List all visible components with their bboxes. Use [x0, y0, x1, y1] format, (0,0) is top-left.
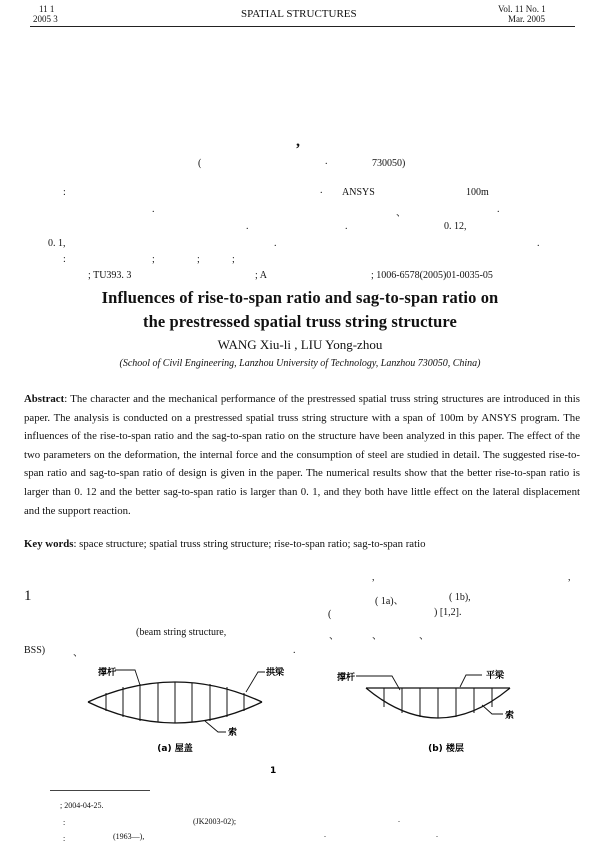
- cn-affil-open: (: [198, 158, 202, 169]
- cn-affil-dot: .: [325, 156, 328, 167]
- fig-a-cable-label: 索: [228, 728, 238, 738]
- footnote-bio-dot: .: [324, 830, 326, 839]
- footnote-fund-colon: :: [63, 818, 66, 827]
- header-date-en: Mar. 2005: [508, 14, 545, 24]
- s1-fig1a: ( 1a)、: [375, 596, 404, 607]
- header-journal: SPATIAL STRUCTURES: [241, 8, 357, 20]
- s1-comma-c: 、: [419, 631, 429, 642]
- cn-kw-semi2: ;: [197, 254, 200, 265]
- s1-bss-dot: .: [293, 645, 296, 656]
- keywords-text: : space structure; spatial truss string structure; rise-to-span ratio; sag-to-span ratio: [73, 538, 426, 550]
- cn-ansys: ANSYS: [342, 187, 375, 198]
- fig-b-beam-label: 平梁: [486, 671, 505, 681]
- s1-comma-a: 、: [329, 631, 339, 642]
- header-volume-cn: 11 1: [39, 4, 55, 14]
- s1-comma-2: ,: [568, 572, 571, 583]
- cn-l3-dot1: .: [246, 221, 249, 232]
- fig-b-strut-label: 撑杆: [337, 673, 356, 683]
- s1-bss-close: BSS): [24, 645, 46, 656]
- fig-b-cable-label: 索: [505, 711, 515, 721]
- s1-bss-comma: 、: [73, 648, 83, 659]
- cn-l2-dot1: .: [152, 204, 155, 215]
- affiliation: (School of Civil Engineering, Lanzhou University of Technology, Lanzhou 730050, China): [119, 358, 481, 369]
- s1-citation: ) [1,2].: [434, 607, 462, 618]
- cn-kw-semi1: ;: [152, 254, 155, 265]
- cn-span: 100m: [466, 187, 489, 198]
- cn-article-no: ; 1006-6578(2005)01-0035-05: [371, 270, 493, 281]
- s1-comma-1: ,: [372, 572, 375, 583]
- cn-doc-code: ; A: [255, 270, 267, 281]
- title-line-2: the prestressed spatial truss string structure: [143, 312, 457, 331]
- figure-number: 1: [270, 766, 277, 776]
- cn-kw-semi3: ;: [232, 254, 235, 265]
- footnote-fund-dot: .: [398, 815, 400, 824]
- footnote-received: ; 2004-04-25.: [60, 801, 104, 810]
- fig-a-caption: (a) 屋盖: [157, 744, 193, 754]
- figure-1b-diagram: [356, 675, 510, 718]
- figure-1a-diagram: [88, 670, 265, 732]
- cn-l4-dot-end: .: [537, 238, 540, 249]
- title-line-1: Influences of rise-to-span ratio and sag-to-span ratio on: [101, 288, 499, 307]
- footnote-rule: [50, 790, 150, 791]
- s1-paren-open: (: [328, 609, 332, 620]
- footnote-bio-years: (1963—),: [113, 832, 145, 841]
- s1-bss-open: (beam string structure,: [136, 627, 227, 638]
- cn-authors-separator: ,: [296, 133, 300, 150]
- cn-l2-dot2: .: [497, 204, 500, 215]
- cn-val-01: 0. 1,: [48, 238, 66, 249]
- footnote-bio-colon: :: [63, 834, 66, 843]
- header-year-cn: 2005 3: [33, 14, 58, 24]
- header-volume-en: Vol. 11 No. 1: [498, 4, 546, 14]
- footnote-bio-dot-2: .: [436, 830, 438, 839]
- cn-val-012: 0. 12,: [444, 221, 467, 232]
- cn-l4-dot: .: [274, 238, 277, 249]
- section-number: 1: [24, 588, 32, 604]
- struts-b: [384, 688, 492, 718]
- cn-l2-comma: 、: [396, 208, 406, 219]
- cn-affil-zip: 730050): [372, 158, 406, 169]
- abstract-text: : The character and the mechanical performance of the prestressed spatial truss string structures are introduced in this paper. The analysis is conducted on a prestressed spatial truss string structure with a span of 100m by ANSYS program. The influences of the rise-to-span ratio and the sag-to-span ratio on the structure have been analyzed in this paper. The effect of the two parameters on the deformation, the internal force and the consumption of steel are studied in detail. The suggested rise-to-span ratio and sag-to-span ratio of design is given in the paper. The numerical results show that the better rise-to-span ratio is larger than 0. 12 and the better sag-to-span ratio is larger than 0. 1, and they both have little effect on the lateral displacement and the support reaction.: [24, 393, 580, 517]
- abstract-label: Abstract: [24, 393, 65, 405]
- cn-kw-colon: :: [63, 254, 66, 265]
- cn-abs-dot: .: [320, 185, 323, 196]
- keywords-label: Key words: [24, 538, 74, 550]
- header-rule: [30, 26, 575, 27]
- fig-b-caption: (b) 楼层: [428, 744, 464, 754]
- s1-fig1b: ( 1b),: [449, 592, 471, 603]
- cn-l3-dot2: .: [345, 221, 348, 232]
- cn-abs-colon: :: [63, 187, 66, 198]
- abstract: [24, 390, 580, 520]
- fig-a-strut-label: 撑杆: [98, 668, 117, 678]
- cn-class-code: ; TU393. 3: [88, 270, 132, 281]
- fig-a-arch-label: 拱梁: [266, 668, 285, 678]
- keywords: [24, 538, 580, 550]
- figure-1: [0, 660, 600, 780]
- footnote-fund-code: (JK2003-02);: [193, 817, 237, 826]
- s1-comma-b: 、: [372, 631, 382, 642]
- authors: WANG Xiu-li , LIU Yong-zhou: [217, 337, 383, 352]
